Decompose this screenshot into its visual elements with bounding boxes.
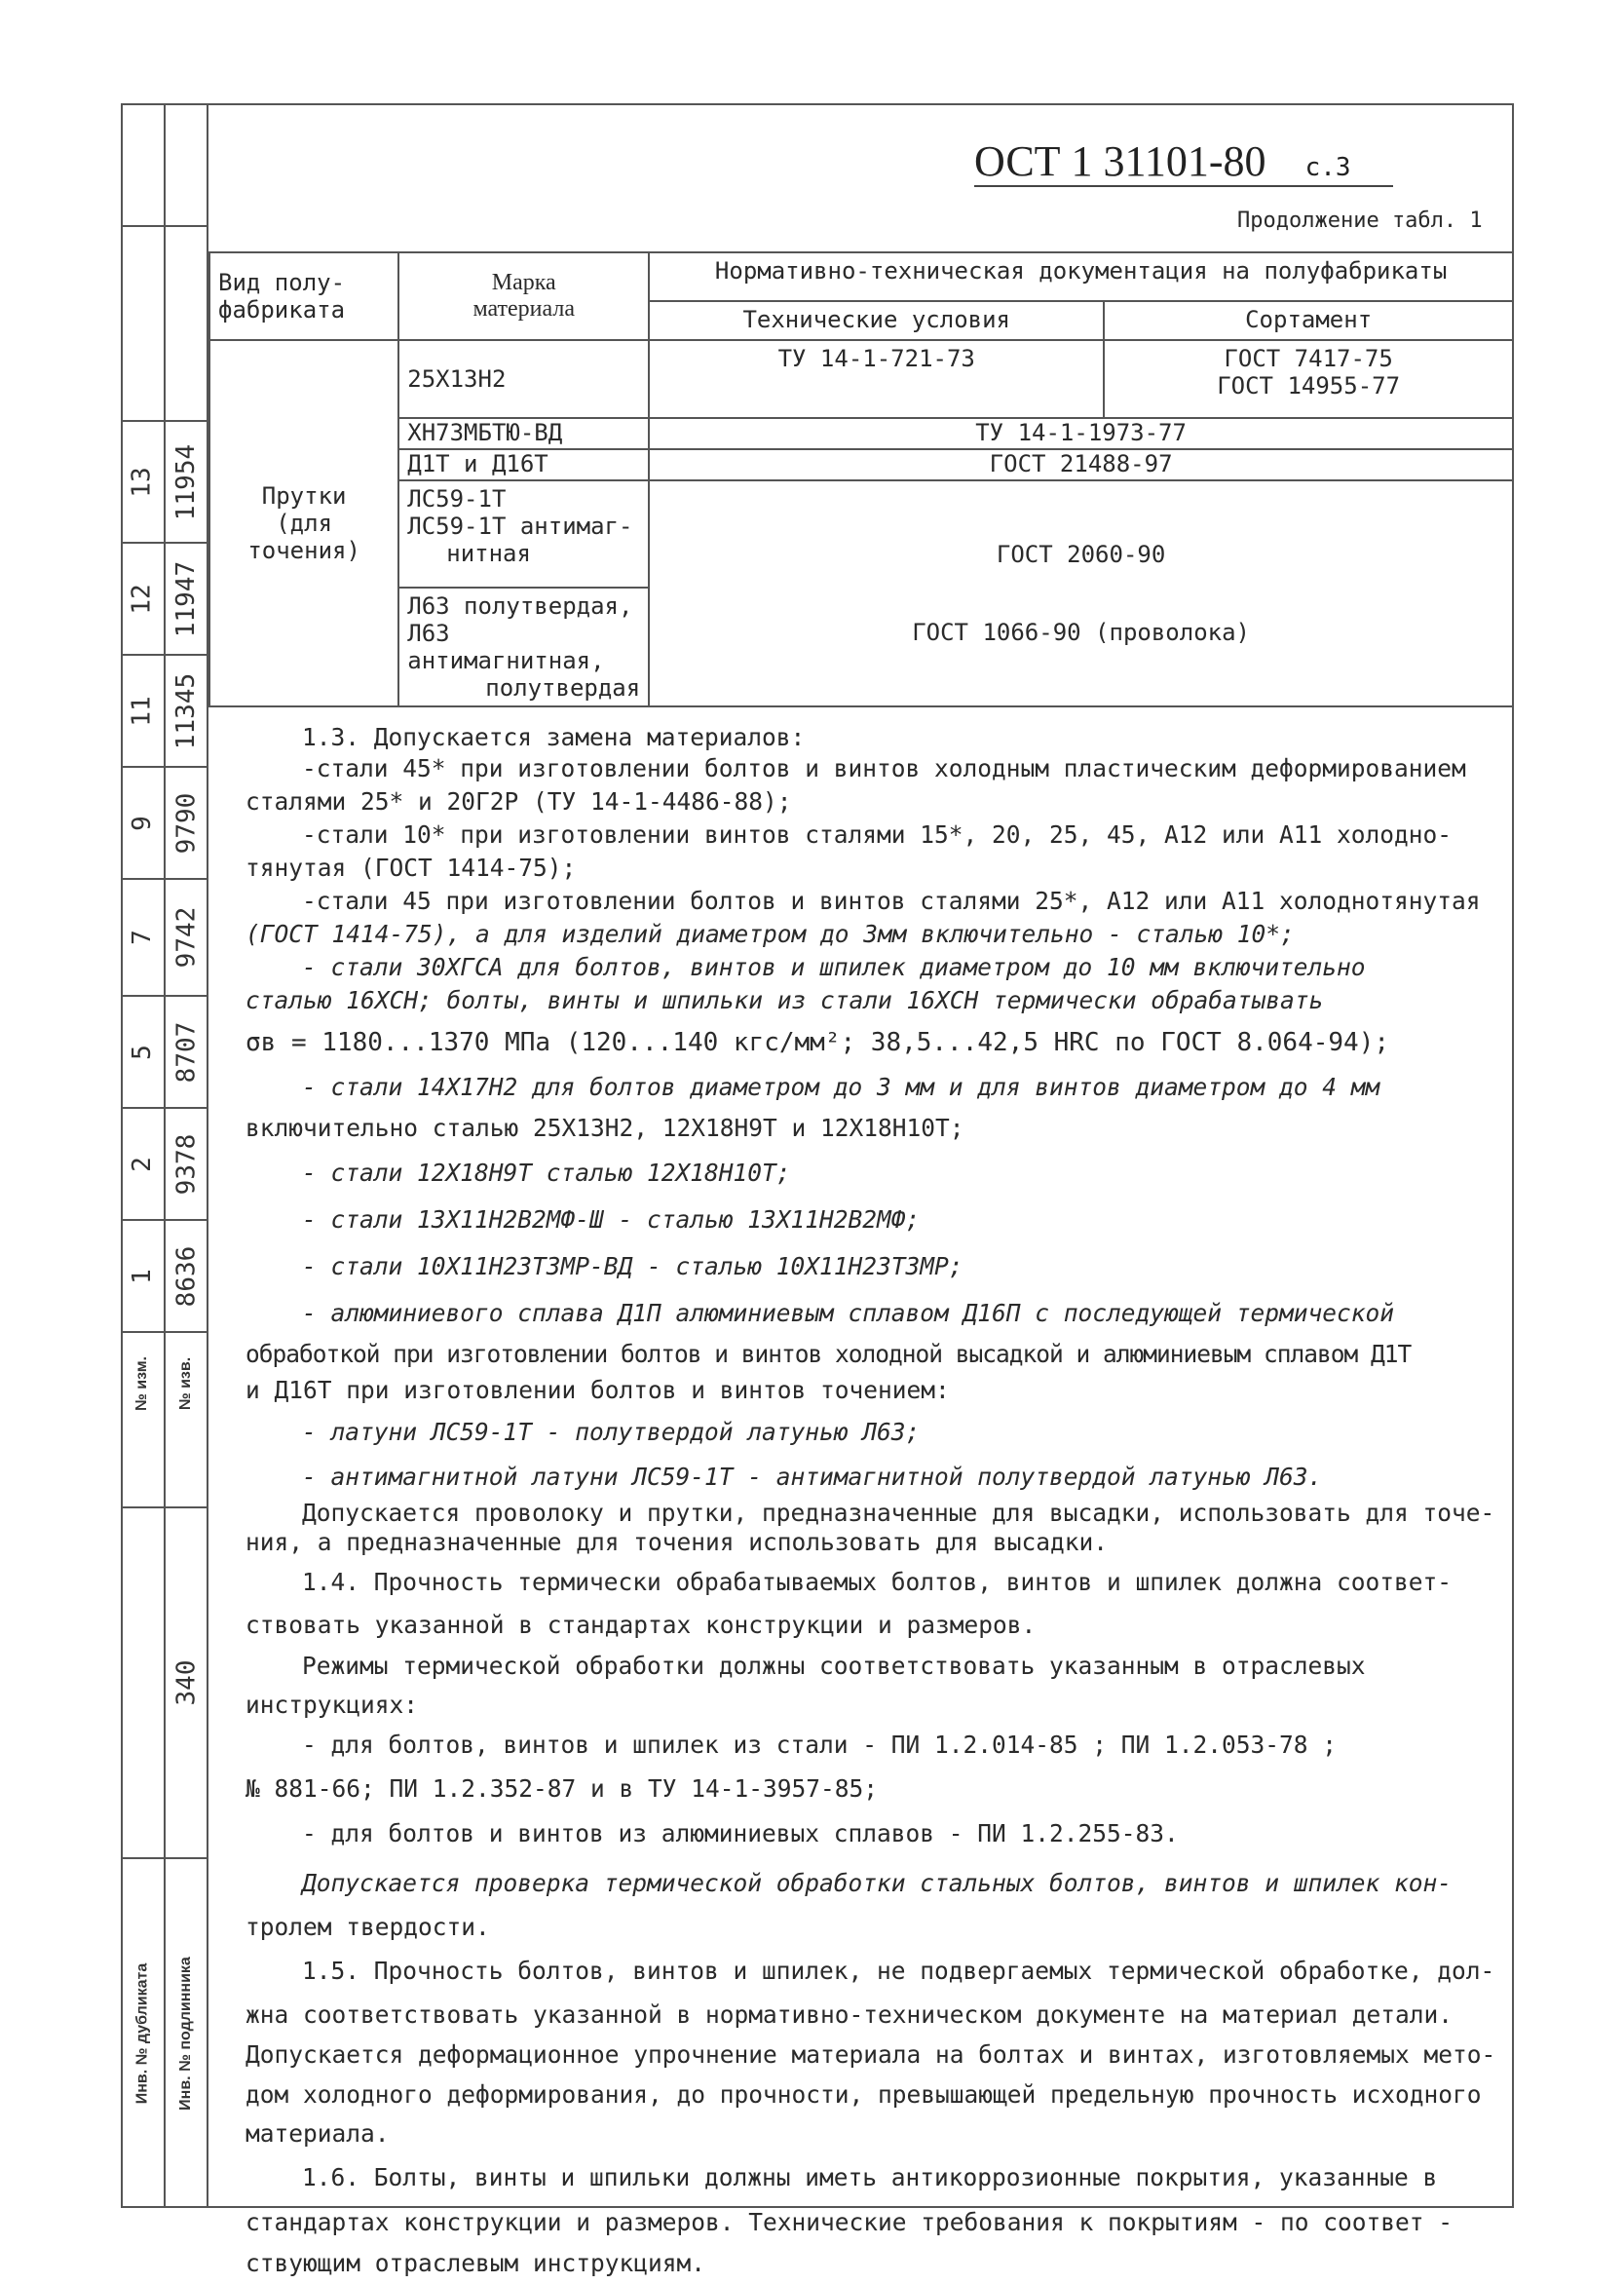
- text-line: - латуни ЛС59-1Т - полутвердой латунью Л63;: [302, 1418, 921, 1446]
- text-line: Допускается проверка термической обработки стальных болтов, винтов и шпилек кон-: [302, 1869, 1453, 1897]
- text-line: -стали 45 при изготовлении болтов и винтов сталями 25*, А12 или А11 холоднотянутая: [302, 887, 1481, 915]
- header-marka: Марка материала: [398, 252, 649, 340]
- page-number: с.3: [1304, 153, 1351, 182]
- rev-number: 1: [128, 1268, 157, 1284]
- r4-marka: ЛС59-1Т ЛС59-1Т антимаг- нитная: [398, 480, 649, 588]
- r4-doc: ГОСТ 2060-90: [996, 541, 1166, 568]
- text-line: -стали 45* при изготовлении болтов и винтов холодным пластическим деформированием: [302, 754, 1466, 782]
- text-line: - стали 14Х17Н2 для болтов диаметром до 3 мм и для винтов диаметром до 4 мм: [302, 1073, 1380, 1101]
- r1-tu: ТУ 14-1-721-73: [649, 340, 1104, 418]
- doc-label: № изв.: [177, 1356, 195, 1410]
- r1-marka: 25Х13Н2: [398, 340, 649, 418]
- rev-number: 9: [128, 815, 157, 831]
- doc-number: 8707: [171, 1021, 201, 1083]
- text-line: σв = 1180...1370 МПа (120...140 кгс/мм²; 38,5...42,5 HRC по ГОСТ 8.064-94);: [245, 1028, 1389, 1057]
- header-underline: [974, 185, 1393, 187]
- doc-number: 9742: [171, 906, 201, 969]
- text-line: сталью 16ХСН; болты, винты и шпильки из стали 16ХСН термически обрабатывать: [245, 986, 1324, 1014]
- text-line: - стали 10Х11Н23Т3МР-ВД - сталью 10Х11Н23Т3МР;: [302, 1252, 963, 1280]
- text-line: обработкой при изготовлении болтов и винтов холодной высадкой и алюминиевым сплавом Д1Т: [245, 1340, 1412, 1368]
- doc-number: ОСТ 1 31101-80: [974, 137, 1266, 185]
- rev-number: 7: [128, 930, 157, 945]
- text-line: инструкциях:: [245, 1691, 419, 1719]
- text-line: - стали 12Х18Н9Т сталью 12Х18Н10Т;: [302, 1159, 791, 1187]
- materials-table: [208, 251, 1514, 707]
- vid-prutki: Прутки: [261, 482, 347, 510]
- text-line: -стали 10* при изготовлении винтов сталями 15*, 20, 25, 45, А12 или А11 холодно-: [302, 820, 1453, 849]
- rev-number: 12: [128, 583, 157, 615]
- text-line: - стали 30ХГСА для болтов, винтов и шпилек диаметром до 10 мм включительно: [302, 953, 1366, 981]
- doc-number: 11345: [171, 672, 201, 749]
- text-line: - для болтов, винтов и шпилек из стали - ПИ 1.2.014-85 ; ПИ 1.2.053-78 ;: [302, 1731, 1338, 1759]
- text-line: 1.5. Прочность болтов, винтов и шпилек, не подвергаемых термической обработке, дол-: [302, 1957, 1495, 1985]
- text-line: Допускается деформационное упрочнение материала на болтах и винтах, изготовляемых мето-: [245, 2040, 1496, 2069]
- text-line: ствующим отраслевым инструкциям.: [245, 2249, 706, 2277]
- header-sortament: Сортамент: [1104, 301, 1513, 340]
- text-line: ствовать указанной в стандартах конструкции и размеров.: [245, 1611, 1037, 1639]
- text-line: включительно сталью 25Х13Н2, 12Х18Н9Т и 12Х18Н10Т;: [245, 1114, 964, 1142]
- text-line: материала.: [245, 2119, 390, 2148]
- text-line: 1.6. Болты, винты и шпильки должны иметь антикоррозионные покрытия, указанные в: [302, 2163, 1438, 2191]
- header-norm-doc: Нормативно-техническая документация на полуфабрикаты: [649, 252, 1513, 301]
- inv-orig-label: Инв. № подлинника: [177, 1957, 194, 2111]
- doc-header: [974, 136, 1351, 186]
- rev-number: 5: [128, 1044, 157, 1060]
- doc-number: 9790: [171, 792, 201, 854]
- text-line: ния, а предназначенные для точения использовать для высадки.: [245, 1528, 1109, 1556]
- header-tu: Технические условия: [649, 301, 1104, 340]
- doc-number: 11947: [171, 560, 201, 637]
- text-line: - для болтов и винтов из алюминиевых сплавов - ПИ 1.2.255-83.: [302, 1819, 1179, 1847]
- rev-number: 13: [128, 466, 157, 498]
- text-line: стандартах конструкции и размеров. Технические требования к покрытиям - по соответ -: [245, 2208, 1454, 2236]
- text-line: - стали 13Х11Н2В2МФ-Ш - сталью 13Х11Н2В2МФ;: [302, 1205, 921, 1234]
- header-vid: Вид полу- фабриката: [209, 252, 398, 340]
- text-line: № 881-66; ПИ 1.2.352-87 и в ТУ 14-1-3957-85;: [245, 1774, 879, 1803]
- doc-number: 11954: [171, 443, 201, 520]
- text-line: 1.3. Допускается замена материалов:: [302, 723, 806, 751]
- vid-dlya-tocheniya: (для точения): [247, 510, 360, 564]
- r2-marka: ХН73МБТЮ-ВД: [398, 418, 649, 449]
- text-line: тролем твердости.: [245, 1913, 490, 1941]
- text-line: жна соответствовать указанной в нормативно-техническом документе на материал детали.: [245, 2000, 1454, 2029]
- rev-number: 2: [128, 1156, 157, 1172]
- r1-sortament: ГОСТ 7417-75 ГОСТ 14955-77: [1104, 340, 1513, 418]
- inv-value: 340: [171, 1659, 201, 1706]
- doc-number: 8636: [171, 1245, 201, 1307]
- text-line: 1.4. Прочность термически обрабатываемых болтов, винтов и шпилек должна соответ-: [302, 1568, 1453, 1596]
- text-line: - алюминиевого сплава Д1П алюминиевым сплавом Д16П с последующей термической: [302, 1299, 1395, 1327]
- r5-marka: Л63 полутвердая, Л63 антимагнитная, полутвердая: [398, 588, 649, 706]
- text-line: тянутая (ГОСТ 1414-75);: [245, 854, 577, 882]
- body-text: [245, 723, 1502, 2284]
- text-line: дом холодного деформирования, до прочности, превышающей предельную прочность исходного: [245, 2080, 1482, 2109]
- r2-doc: ТУ 14-1-1973-77: [649, 418, 1513, 449]
- table-continuation: Продолжение табл. 1: [1237, 209, 1483, 233]
- rev-label: № изм.: [133, 1355, 151, 1411]
- vid-cell: [209, 340, 398, 706]
- rev-number: 11: [128, 695, 157, 727]
- doc-number: 9378: [171, 1133, 201, 1195]
- text-line: и Д16Т при изготовлении болтов и винтов точением:: [245, 1376, 950, 1404]
- text-line: Допускается проволоку и прутки, предназначенные для высадки, использовать для точе-: [302, 1499, 1495, 1527]
- inv-dup-label: Инв. № дубликата: [133, 1962, 151, 2105]
- r3-doc: ГОСТ 21488-97: [649, 449, 1513, 480]
- text-line: сталями 25* и 20Г2Р (ТУ 14-1-4486-88);: [245, 787, 792, 816]
- text-line: (ГОСТ 1414-75), а для изделий диаметром до 3мм включительно - сталью 10*;: [245, 920, 1295, 948]
- r3-marka: Д1Т и Д16Т: [398, 449, 649, 480]
- text-line: - антимагнитной латуни ЛС59-1Т - антимагнитной полутвердой латунью Л63.: [302, 1463, 1323, 1491]
- r45-doc: [649, 480, 1513, 706]
- text-line: Режимы термической обработки должны соответствовать указанным в отраслевых: [302, 1652, 1366, 1680]
- r5-doc: ГОСТ 1066-90 (проволока): [912, 619, 1250, 646]
